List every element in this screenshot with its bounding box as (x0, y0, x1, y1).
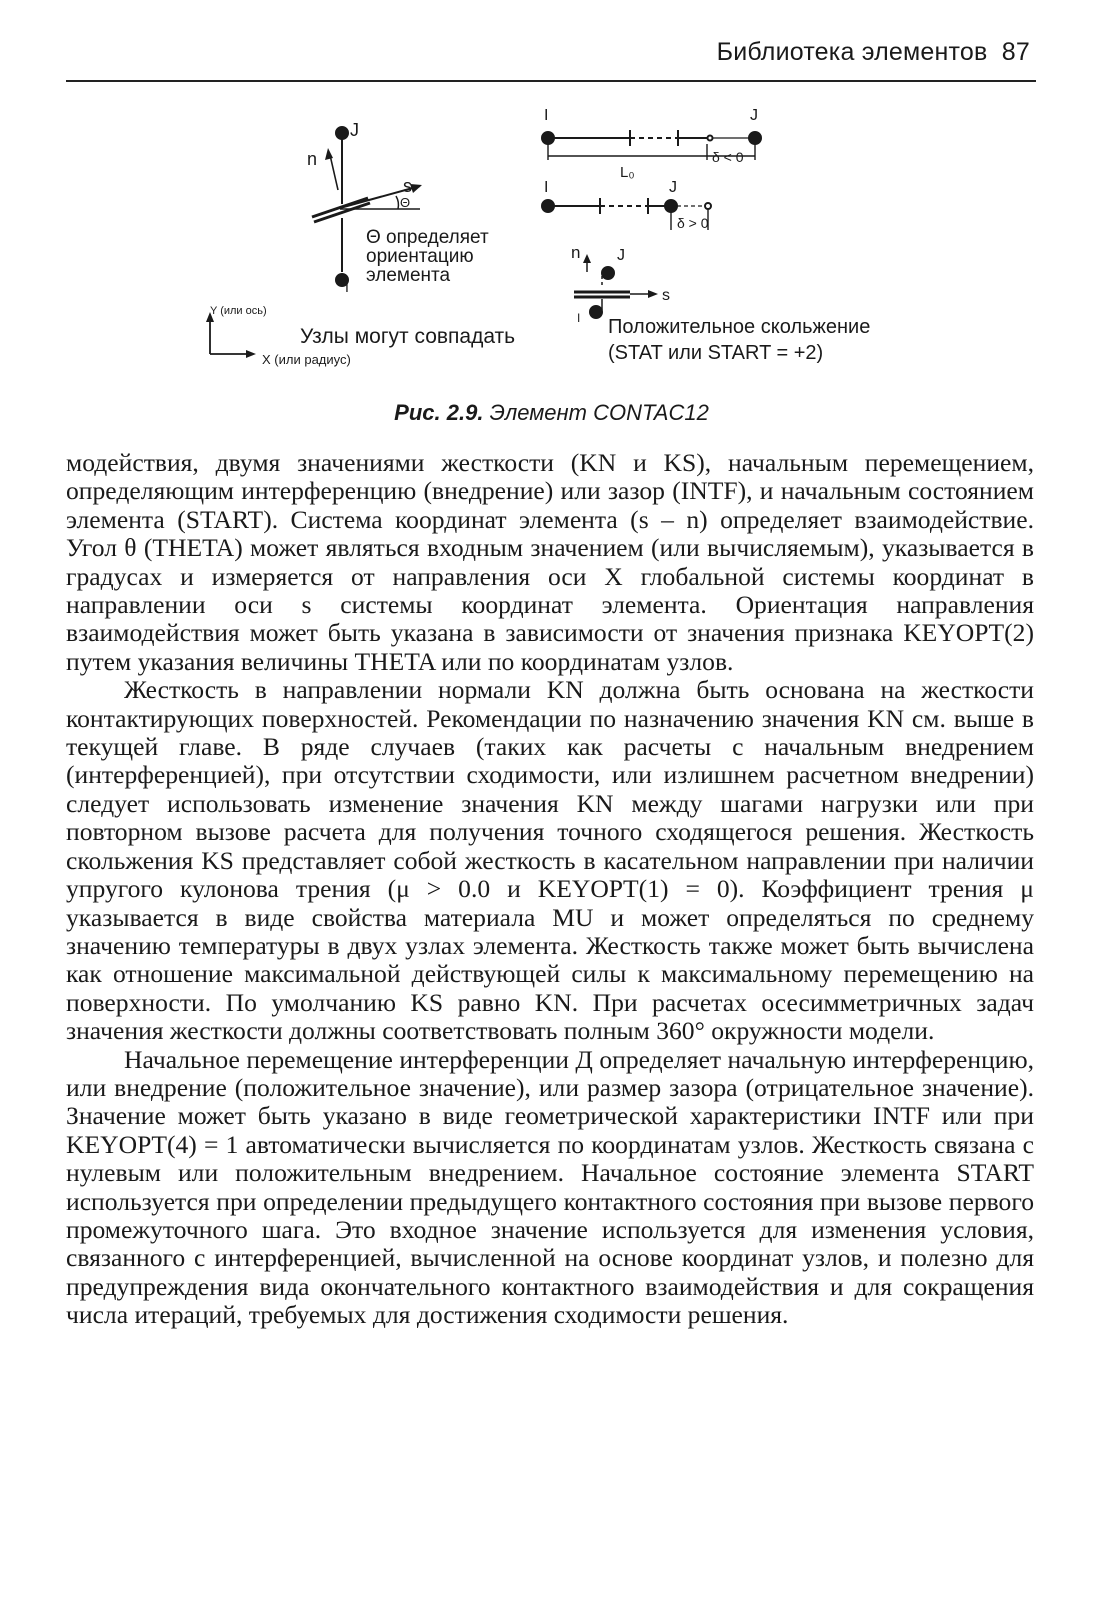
label-n: n (307, 149, 318, 169)
axis-y-label: Y (или ось) (210, 305, 267, 317)
stat-start-text: (STAT или START = +2) (608, 342, 824, 364)
n3-arrowhead (583, 254, 591, 263)
j1-dot (749, 132, 761, 144)
i3-dot (590, 306, 602, 318)
theta-text-3: элемента (366, 265, 451, 286)
j2-gap-circle (705, 203, 711, 209)
label-j2: J (669, 179, 677, 196)
label-i3: I (577, 311, 581, 325)
node-j-dot (336, 127, 348, 139)
axis-x-label: X (или радиус) (262, 352, 351, 367)
x-arrowhead (246, 350, 256, 358)
caption-text: Элемент CONTAC12 (483, 400, 709, 425)
header-title: Библиотека элементов 87 (716, 38, 1030, 66)
body-text (66, 449, 1034, 1330)
label-delta-pos: δ > 0 (677, 215, 709, 231)
n-arrowhead (325, 148, 333, 160)
label-theta: Θ (400, 195, 411, 210)
label-j: J (350, 120, 359, 140)
paragraph-3: Начальное перемещение интерференции Д определяет начальную интерференцию, или внедрение (положительное значение), или размер зазора (отрицательное значение). Значение может быть указано в виде геометрической характеристики INTF или при KEYOPT(4) = 1 автоматически вычисляется по координатам узлов. Жесткость связана с нулевым или положительным внедрением. Начальное состояние элемента START используется при определении предыдущего контактного состояния при вызове первого промежуточного шага. Это входное значение используется для изменения условия, связанного с интерференцией, вычисленной на основе координат узлов, и полезно для предупреждения вида окончательного контактного взаимодействия и для сокращения числа итераций, требуемых для достижения сходимости решения. (66, 1044, 1034, 1330)
figure-caption (0, 400, 1103, 426)
label-j3: J (617, 247, 625, 264)
label-i2: I (544, 179, 549, 196)
label-i: I (345, 279, 349, 295)
running-header (66, 36, 1036, 82)
positive-slide-text: Положительное скольжение (608, 316, 871, 338)
s3-arrowhead (648, 290, 658, 298)
i1-gap-circle (708, 136, 713, 141)
label-n3: n (571, 243, 581, 262)
nodes-coincide-text: Узлы могут совпадать (300, 325, 516, 348)
label-l0: L₀ (620, 164, 635, 181)
label-delta-neg: δ < 0 (712, 149, 744, 165)
label-s: s (403, 176, 412, 196)
figure-contac12 (190, 100, 930, 400)
page-number: 87 (1001, 38, 1030, 66)
j3-dot (602, 267, 614, 279)
n-axis (330, 155, 338, 190)
label-i1: I (544, 107, 549, 124)
caption-number: Рис. 2.9. (394, 400, 484, 425)
label-s3: s (662, 287, 670, 304)
j2-dot (665, 200, 677, 212)
theta-arc (396, 196, 398, 209)
label-j1: J (750, 107, 758, 124)
theta-text-1: Θ определяет (366, 227, 489, 248)
paragraph-1: модействия, двумя значениями жесткости (KN и KS), начальным перемещением, определяющим интерференцию (внедрение) или зазор (INTF), и начальным состоянием элемента (START). Система координат элемента (s – n) определяет взаимодействие. Угол θ (THETA) может являться входным значением (или вычисляемым), указывается в градусах и измеряется от направления оси X глобальной системы координат в направлении оси s системы координат элемента. Ориентация направления взаимодействия может быть указана в зависимости от значения признака KEYOPT(2) путем указания величины THETA или по координатам узлов. (66, 448, 1034, 676)
theta-text-2: ориентацию (366, 246, 474, 267)
paragraph-2: Жесткость в направлении нормали KN должна быть основана на жесткости контактирующих поверхностей. Рекомендации по назначению значения KN см. выше в текущей главе. В ряде случаев (таких как расчеты с начальным внедрением (интерференцией), при отсутствии сходимости, или излишнем расчетном внедрении) следует использовать изменение значения KN между шагами нагрузки или при повторном вызове расчета для получения точного сходящегося решения. Жесткость скольжения KS представляет собой жесткость в касательном направлении при наличии упругого кулонова трения (μ > 0.0 и KEYOPT(1) = 0). Коэффициент трения μ указывается в виде свойства материала MU и может определяться по среднему значению температуры в двух узлах элемента. Жесткость также может быть вычислена как отношение максимальной действующей силы к максимальному перемещению на поверхности. По умолчанию KS равно KN. При расчетах осесимметричных задач значения жесткости должны соответствовать полным 360° окружности модели. (66, 675, 1034, 1046)
